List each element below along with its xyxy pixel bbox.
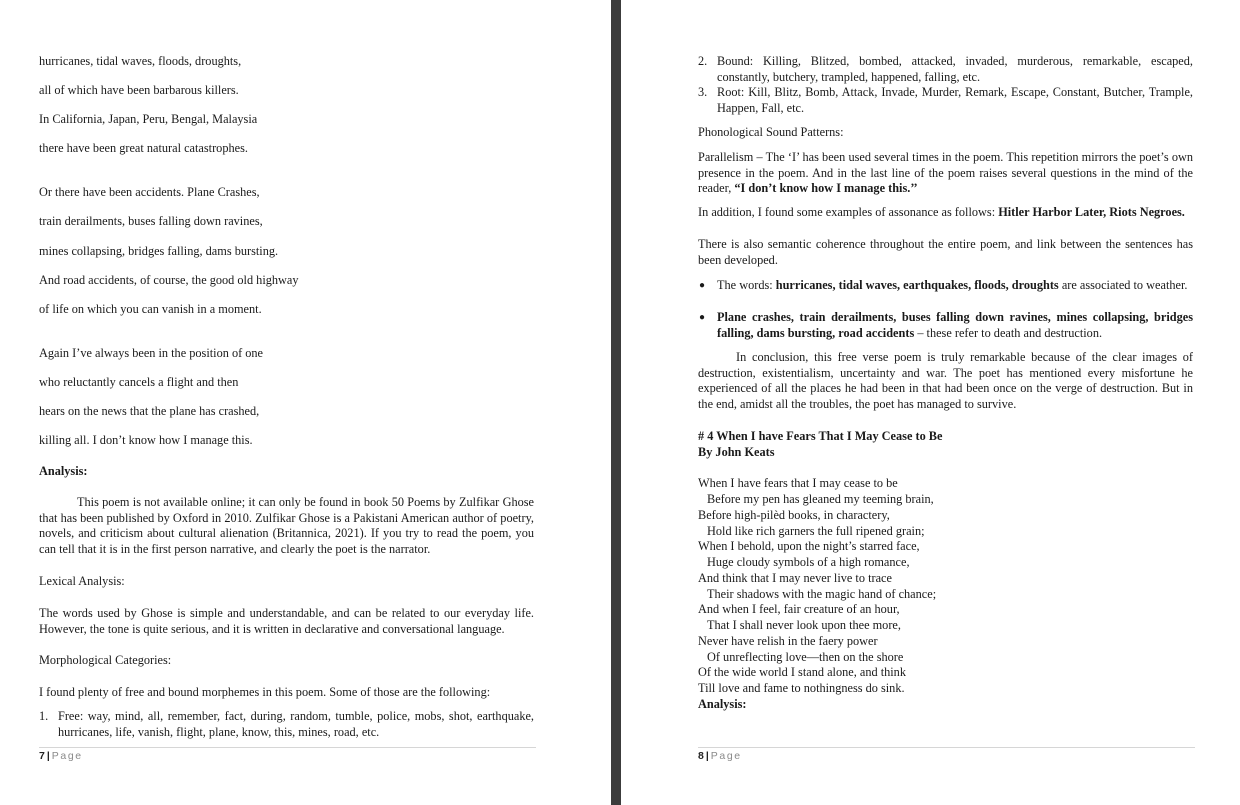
numbered-list-item (698, 85, 1193, 116)
page-footer (698, 750, 742, 762)
keats-poem-line: Their shadows with the magic hand of chance; (707, 587, 937, 601)
poem-line: And road accidents, of course, the good old highway (39, 273, 299, 287)
analysis-heading: Analysis: (39, 464, 88, 478)
bullet-icon: ● (699, 280, 706, 291)
keats-poem-line: Till love and fame to nothingness do sink. (698, 681, 905, 695)
analysis-paragraph: This poem is not available online; it can only be found in book 50 Poems by Zulfikar Ghose that has been published by Oxford in 2010. Zulfikar Ghose is a Pakistani American author of poetry, novels, and criticism about cultural alienation (Britannica, 2021). If you try to read the poem, you can tell that it is in the first person narrative, and clearly the poet is the narrator. (39, 495, 534, 556)
poem-line: mines collapsing, bridges falling, dams bursting. (39, 244, 279, 258)
poem-line: hears on the news that the plane has crashed, (39, 404, 260, 418)
lexical-analysis-paragraph: The words used by Ghose is simple and understandable, and can be related to our everyday life. However, the tone is quite serious, and it is written in declarative and conversational language. (39, 606, 534, 636)
list-number: 2. (698, 54, 708, 68)
poem-line: all of which have been barbarous killers. (39, 83, 239, 97)
page-footer (39, 750, 83, 762)
keats-poem-line: Of unreflecting love—then on the shore (707, 650, 904, 664)
keats-poem-line: And think that I may never live to trace (698, 571, 892, 585)
document-page-8 (621, 0, 1240, 805)
bullet-icon: ● (699, 312, 706, 323)
poem-line: In California, Japan, Peru, Bengal, Malaysia (39, 112, 258, 126)
parallelism-text: Parallelism – The ‘I’ has been used several times in the poem. This repetition mirrors the poet’s own presence in the poem. And in the last line of the poem raises several questions in the mind of the reader, (698, 150, 1193, 196)
poem-line: who reluctantly cancels a flight and then (39, 375, 239, 389)
numbered-list-item (39, 709, 534, 740)
poem-line: killing all. I don’t know how I manage this. (39, 433, 253, 447)
phonological-heading: Phonological Sound Patterns: (698, 125, 844, 139)
list-item-text: Root: Kill, Blitz, Bomb, Attack, Invade, Murder, Remark, Escape, Constant, Butcher, Trample, Happen, Fall, etc. (717, 85, 1193, 115)
bullet-list-item (698, 310, 1193, 341)
page-label: Page (51, 750, 83, 762)
conclusion-paragraph: In conclusion, this free verse poem is truly remarkable because of the clear images of destruction, existentialism, uncertainty and war. The poet has mentioned every misfortune he experienced of all the places he had been in that had been once on the verge of destruction. But in the end, amidst all the troubles, the poet has managed to survive. (698, 350, 1193, 411)
bullet-prefix: The words: (717, 278, 773, 292)
parallelism-quote: “I don’t know how I manage this.’’ (734, 181, 918, 196)
numbered-list-item (698, 54, 1193, 85)
page-label: Page (710, 750, 742, 762)
list-number: 3. (698, 85, 708, 99)
poem-line: Or there have been accidents. Plane Crashes, (39, 185, 260, 199)
list-number: 1. (39, 709, 49, 723)
poem-line: Again I’ve always been in the position of one (39, 346, 264, 360)
footer-divider (698, 747, 1195, 748)
analysis-heading: Analysis: (698, 697, 747, 711)
bullet-bold-terms: hurricanes, tidal waves, earthquakes, floods, droughts (775, 278, 1059, 292)
parallelism-paragraph (698, 150, 1193, 197)
list-item-text: Free: way, mind, all, remember, fact, during, random, tumble, police, mobs, shot, earthquake, hurricanes, life, vanish, flight, plane, know, this, mines, road, etc. (58, 709, 534, 739)
page-gap-divider (611, 0, 621, 805)
document-page-7 (0, 0, 611, 805)
poem-line: train derailments, buses falling down ravines, (39, 214, 263, 228)
keats-poem-line: That I shall never look upon thee more, (707, 618, 901, 632)
page-number: 8 (698, 750, 704, 762)
section-author: By John Keats (698, 445, 775, 459)
keats-poem-line: Never have relish in the faery power (698, 634, 878, 648)
footer-separator: | (46, 750, 50, 762)
page-number: 7 (39, 750, 45, 762)
keats-poem-line: Before my pen has gleaned my teeming brain, (707, 492, 934, 506)
semantic-paragraph: There is also semantic coherence throughout the entire poem, and link between the sentences has been developed. (698, 237, 1193, 267)
bullet-list-item (698, 278, 1193, 294)
assonance-examples: Hitler Harbor Later, Riots Negroes. (998, 205, 1185, 219)
section-title: # 4 When I have Fears That I May Cease to Be (698, 429, 943, 443)
poem-line: there have been great natural catastrophes. (39, 141, 248, 155)
list-item-text: Bound: Killing, Blitzed, bombed, attacked, invaded, murderous, remarkable, escaped, constantly, butchery, trampled, happened, falling, etc. (717, 54, 1193, 84)
assonance-text: In addition, I found some examples of assonance as follows: (698, 205, 996, 219)
bullet-suffix: are associated to weather. (1061, 278, 1188, 292)
keats-poem-line: Of the wide world I stand alone, and think (698, 665, 906, 679)
keats-poem-line: Huge cloudy symbols of a high romance, (707, 555, 910, 569)
lexical-analysis-heading: Lexical Analysis: (39, 574, 125, 588)
morphological-intro: I found plenty of free and bound morphemes in this poem. Some of those are the following: (39, 685, 491, 699)
assonance-paragraph (698, 205, 1193, 221)
bullet-suffix: – these refer to death and destruction. (917, 325, 1103, 340)
keats-poem-line: Before high-pilèd books, in charactery, (698, 508, 890, 522)
keats-poem-line: Hold like rich garners the full ripened grain; (707, 524, 925, 538)
footer-divider (39, 747, 536, 748)
keats-poem-line: When I have fears that I may cease to be (698, 476, 898, 490)
poem-line: of life on which you can vanish in a moment. (39, 302, 262, 316)
keats-poem-line: And when I feel, fair creature of an hour, (698, 602, 900, 616)
bullet-bold-terms: Plane crashes, train derailments, buses falling down ravines, mines collapsing, bridges falling, dams bursting, road accidents (717, 310, 1193, 340)
morphological-heading: Morphological Categories: (39, 653, 172, 667)
footer-separator: | (705, 750, 709, 762)
keats-poem-line: When I behold, upon the night’s starred face, (698, 539, 920, 553)
poem-line: hurricanes, tidal waves, floods, droughts, (39, 54, 242, 68)
